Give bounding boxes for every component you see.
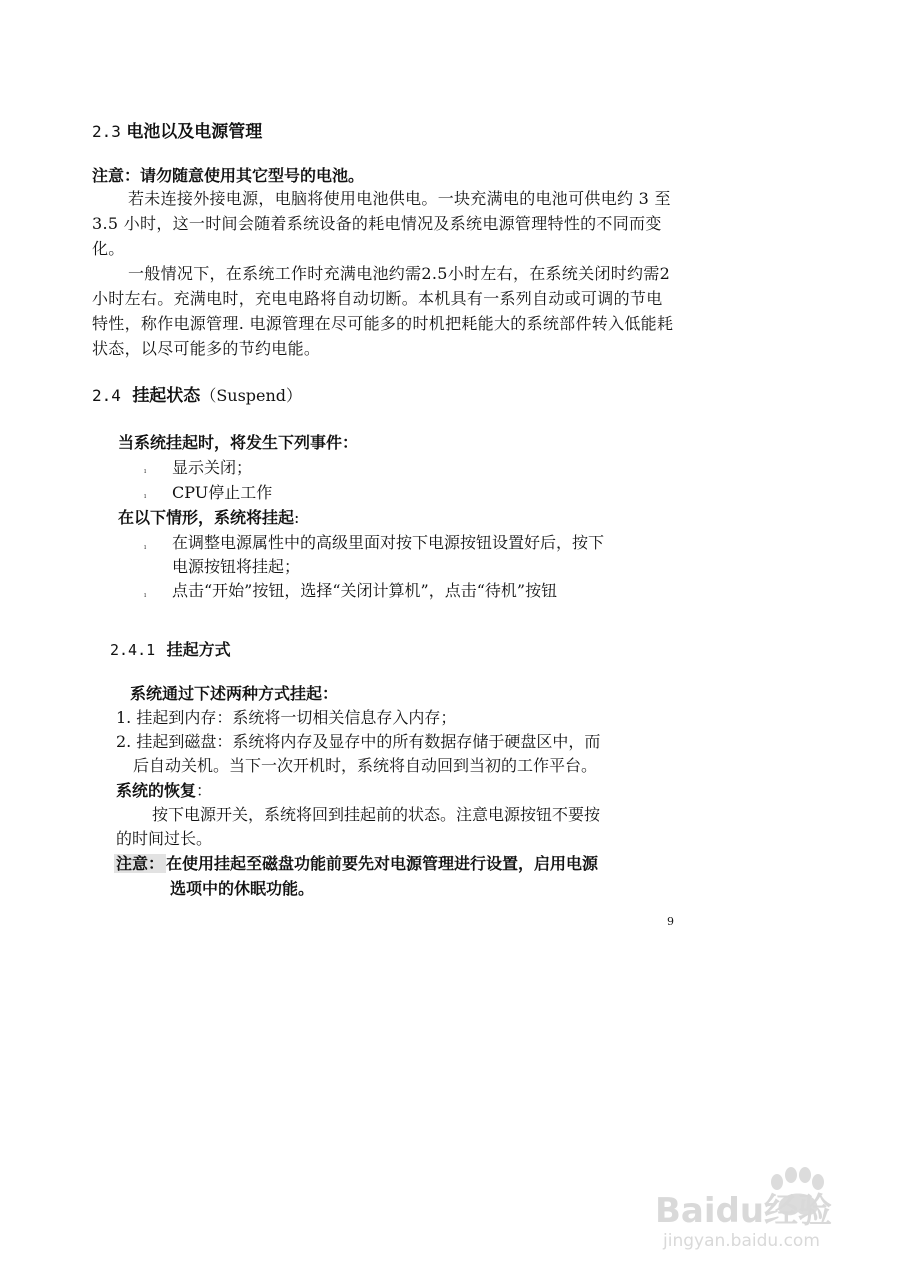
section-title-paren: （Suspend） xyxy=(200,386,303,405)
cases-intro-text: 在以下情形，系统将挂起 xyxy=(118,508,295,527)
section-heading-2-4 xyxy=(92,383,302,409)
method-item: 1. 挂起到内存：系统将一切相关信息存入内存； xyxy=(116,708,457,727)
resume-label: 系统的恢复 xyxy=(116,781,197,800)
resume-colon: ： xyxy=(196,781,213,800)
section-number: 2.3 xyxy=(92,122,121,141)
resume-text: 按下电源开关，系统将回到挂起前的状态。注意电源按钮不要按 xyxy=(152,805,601,824)
watermark-url: jingyan.baidu.com xyxy=(663,1231,820,1250)
paragraph-battery-life: 若未连接外接电源，电脑将使用电池供电。一块充满电的电池可供电约 3 至 3.5 小时，这一时间会随着系统设备的耗电情况及系统电源管理特性的不同而变化。 xyxy=(92,189,671,258)
bullet-mark: ı xyxy=(144,492,147,500)
method-item: 2. 挂起到磁盘：系统将内存及显存中的所有数据存储于硬盘区中，而 xyxy=(116,732,601,751)
list-item: 点击“开始”按钮，选择“关闭计算机”，点击“待机”按钮 xyxy=(172,581,558,600)
section-heading-2-4-1 xyxy=(110,637,231,663)
battery-warning: 注意：请勿随意使用其它型号的电池。 xyxy=(92,166,365,185)
section-title: 挂起状态 xyxy=(132,386,201,406)
note-text-continued: 选项中的休眠功能。 xyxy=(170,879,315,898)
note-label: 注意： xyxy=(116,854,165,873)
bullet-mark: ı xyxy=(144,591,147,599)
section-number: 2.4.1 xyxy=(110,641,156,659)
section-title: 挂起方式 xyxy=(166,640,231,659)
section-number: 2.4 xyxy=(92,386,121,405)
page-number: 9 xyxy=(667,915,674,928)
section-title: 电池以及电源管理 xyxy=(126,122,263,142)
list-item: 显示关闭； xyxy=(172,458,253,477)
list-item: 在调整电源属性中的高级里面对按下电源按钮设置好后，按下 xyxy=(172,533,605,552)
cases-intro-colon: : xyxy=(294,508,300,527)
section-heading-2-3 xyxy=(92,119,262,145)
bullet-mark: ı xyxy=(144,467,147,475)
list-item-continued: 电源按钮将挂起； xyxy=(172,557,301,576)
watermark xyxy=(655,1160,865,1250)
paw-icon xyxy=(655,1160,865,1250)
hibernate-note xyxy=(114,851,598,874)
paragraph-charging: 一般情况下，在系统工作时充满电池约需2.5小时左右，在系统关闭时约需2小时左右。充满电时，充电电路将自动切断。本机具有一系列自动或可调的节电特性，称作电源管理. 电源管理在尽可能多的时机把耗能大的系统部件转入低能耗状态，以尽可能多的节约电能。 xyxy=(92,264,674,358)
cases-intro xyxy=(118,505,299,530)
list-item: CPU停止工作 xyxy=(172,483,273,502)
note-text: 在使用挂起至磁盘功能前要先对电源管理进行设置，启用电源 xyxy=(166,854,599,873)
methods-intro: 系统通过下述两种方式挂起： xyxy=(130,684,339,703)
method-item-continued: 后自动关机。当下一次开机时，系统将自动回到当初的工作平台。 xyxy=(133,756,598,775)
watermark-brand: Baidu经验 xyxy=(655,1191,833,1231)
bullet-mark: ı xyxy=(144,543,147,551)
resume-heading xyxy=(116,778,212,803)
events-intro: 当系统挂起时，将发生下列事件： xyxy=(118,433,359,452)
resume-text-continued: 的时间过长。 xyxy=(116,829,213,848)
